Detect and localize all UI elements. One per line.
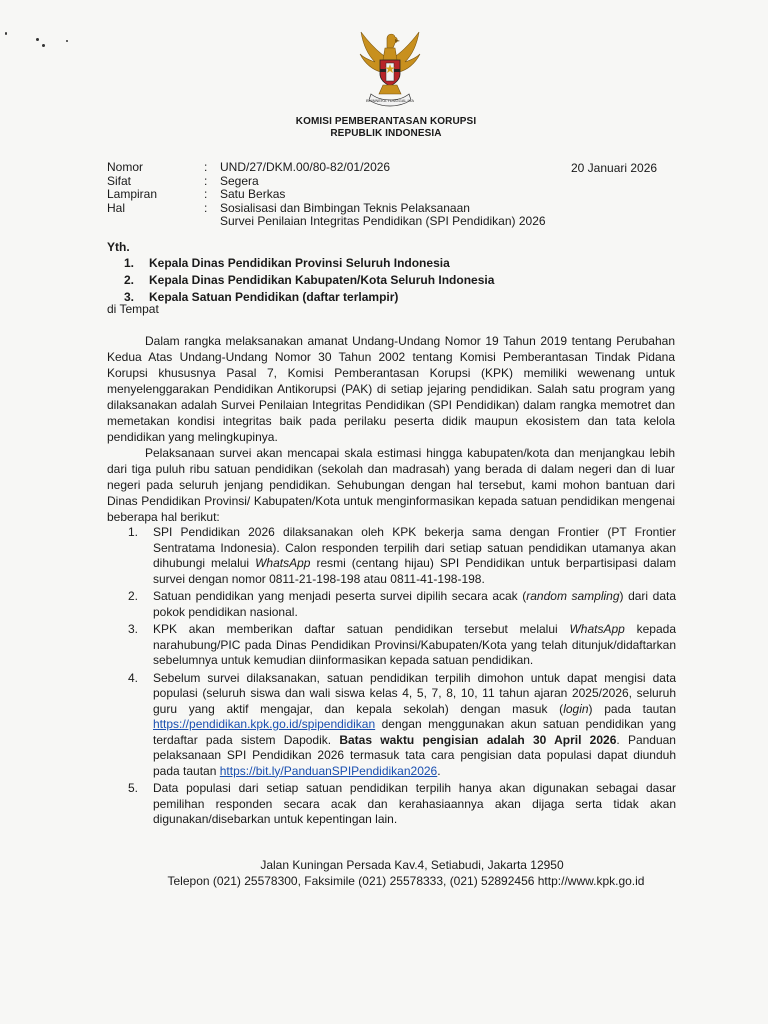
recipient-item	[124, 272, 494, 289]
scan-speck	[5, 32, 7, 35]
org-name-line1: KOMISI PEMBERANTASAN KORUPSI	[295, 116, 477, 127]
body-paragraph-2: Pelaksanaan survei akan mencapai skala estimasi hingga kabupaten/kota dan menjangkau lebih dari tiga puluh ribu satuan pendidikan (sekolah dan madrasah) yang berada di dalam negeri dan di luar negeri pada seluruh jenjang pendidikan. Sehubungan dengan hal tersebut, kami mohon bantuan dari Dinas Pendidikan Provinsi/ Kabupaten/Kota untuk menginformasikan kepada satuan pendidikan mengenai beberapa hal berikut:	[107, 446, 675, 524]
list-item	[128, 525, 676, 587]
list-number: 1.	[128, 525, 139, 539]
meta-label: Nomor	[107, 160, 144, 174]
garuda-pancasila-emblem-icon	[357, 30, 423, 108]
meta-row-nomor	[107, 161, 580, 175]
list-item	[128, 622, 676, 669]
letter-date: 20 Januari 2026	[571, 161, 658, 175]
list-item	[128, 589, 676, 620]
list-text: KPK akan memberikan daftar satuan pendidikan tersebut melalui WhatsApp kepada narahubung/PIC pada Dinas Pendidikan Provinsi/Kabupaten/Kota yang telah ditunjuk/didaftarkan sebelumnya untuk kemudian diinformasikan kepada satuan pendidikan.	[153, 622, 676, 667]
footer-address: Jalan Kuningan Persada Kav.4, Setiabudi, Jakarta 12950	[260, 858, 564, 872]
recipient-text: Kepala Satuan Pendidikan (daftar terlampir)	[149, 290, 399, 304]
letter-nature: Segera	[220, 173, 259, 188]
meta-colon: :	[204, 200, 208, 215]
list-text: Sebelum survei dilaksanakan, satuan pendidikan terpilih dimohon untuk dapat mengisi data populasi (seluruh siswa dan wali siswa kelas 4, 5, 7, 8, 10, 11 tahun ajaran 2025/2026, seluruh guru yang aktif mengajar, dan kepala sekolah) dengan masuk (login) pada tautan https://pendidikan.kpk.go.id/spipendidikan dengan menggunakan akun satuan pendidikan yang terdaftar pada sistem Dapodik. Batas waktu pengisian adalah 30 April 2026. Panduan pelaksanaan SPI Pendidikan 2026 termasuk tata cara pengisian data populasi dapat diunduh pada tautan https://bit.ly/PanduanSPIPendidikan2026.	[153, 670, 677, 778]
meta-row-hal	[107, 202, 580, 229]
recipient-list	[124, 255, 494, 306]
letter-attachment: Satu Berkas	[220, 187, 286, 201]
body-paragraph-1: Dalam rangka melaksanakan amanat Undang-Undang Nomor 19 Tahun 2019 tentang Perubahan Kedua Atas Undang-Undang Nomor 30 Tahun 2002 tentang Komisi Pemberantasan Tindak Pidana Korupsi khususnya Pasal 7, Komisi Pemberantasan Korupsi (KPK) memiliki wewenang untuk menyelenggarakan Pendidikan Antikorupsi (PAK) di setiap jejaring pendidikan. Salah satu program yang dilaksanakan adalah Survei Penilaian Integritas Pendidikan (SPI Pendidikan) dalam rangka memotret dan memetakan kondisi integritas baik pada perilaku peserta didik maupun ekosistem dan tata kelola pendidikan yang melingkupinya.	[107, 334, 675, 444]
meta-label: Hal	[107, 200, 126, 215]
list-text: Data populasi dari setiap satuan pendidikan terpilih hanya akan digunakan sebagai dasar pemilihan responden secara acak dan kerahasiaannya akan dijaga serta tidak akan digunakan/disebarkan untuk kepentingan lain.	[153, 781, 676, 826]
meta-colon: :	[204, 160, 208, 174]
recipient-number: 2.	[124, 273, 135, 287]
meta-label: Sifat	[107, 173, 132, 188]
recipient-text: Kepala Dinas Pendidikan Kabupaten/Kota Seluruh Indonesia	[149, 273, 495, 287]
recipient-number: 1.	[124, 256, 135, 270]
letter-meta	[107, 161, 580, 229]
list-item	[128, 781, 676, 828]
list-number: 3.	[128, 622, 139, 636]
recipient-number: 3.	[124, 290, 135, 304]
list-number: 2.	[128, 589, 139, 603]
recipient-text: Kepala Dinas Pendidikan Provinsi Seluruh Indonesia	[149, 256, 450, 270]
scan-speck	[42, 44, 45, 47]
footer-contact: Telepon (021) 25578300, Faksimile (021) 25578333, (021) 52892456 http://www.kpk.go.id	[167, 874, 645, 888]
points-list	[128, 525, 676, 828]
meta-row-sifat	[107, 175, 580, 189]
subject-line2: Survei Penilaian Integritas Pendidikan (SPI Pendidikan) 2026	[220, 214, 546, 228]
svg-text:BHINNEKA TUNGGAL IKA: BHINNEKA TUNGGAL IKA	[365, 98, 415, 103]
subject-line1: Sosialisasi dan Bimbingan Teknis Pelaksanaan	[220, 200, 470, 215]
list-number: 5.	[128, 781, 139, 795]
meta-colon: :	[204, 173, 208, 188]
spi-login-link[interactable]: https://pendidikan.kpk.go.id/spipendidikan	[153, 717, 376, 731]
recipient-item	[124, 289, 494, 306]
list-text: Satuan pendidikan yang menjadi peserta survei dipilih secara acak (random sampling) dari data pokok pendidikan nasional.	[153, 589, 677, 619]
scan-speck	[66, 40, 68, 42]
recipient-item	[124, 255, 494, 272]
org-name-line2: REPUBLIK INDONESIA	[330, 128, 442, 139]
list-item	[128, 671, 676, 780]
list-text: SPI Pendidikan 2026 dilaksanakan oleh KPK bekerja sama dengan Frontier (PT Frontier Sentratama Indonesia). Calon responden terpilih dari setiap satuan pendidikan utamanya akan dihubungi melalui WhatsApp resmi (centang hijau) SPI Pendidikan untuk berpartisipasi dalam survei dengan nomor 0811-21-198-198 atau 0811-41-198-198.	[153, 525, 676, 586]
letter-number: UND/27/DKM.00/80-82/01/2026	[220, 160, 391, 174]
recipient-place: di Tempat	[107, 302, 159, 316]
list-number: 4.	[128, 670, 139, 685]
meta-row-lampiran	[107, 188, 580, 202]
salutation: Yth.	[107, 240, 130, 254]
letter-subject	[220, 202, 580, 229]
meta-label: Lampiran	[107, 187, 158, 201]
panduan-download-link[interactable]: https://bit.ly/PanduanSPIPendidikan2026	[219, 763, 438, 778]
scan-speck	[36, 38, 39, 41]
meta-colon: :	[204, 187, 208, 201]
